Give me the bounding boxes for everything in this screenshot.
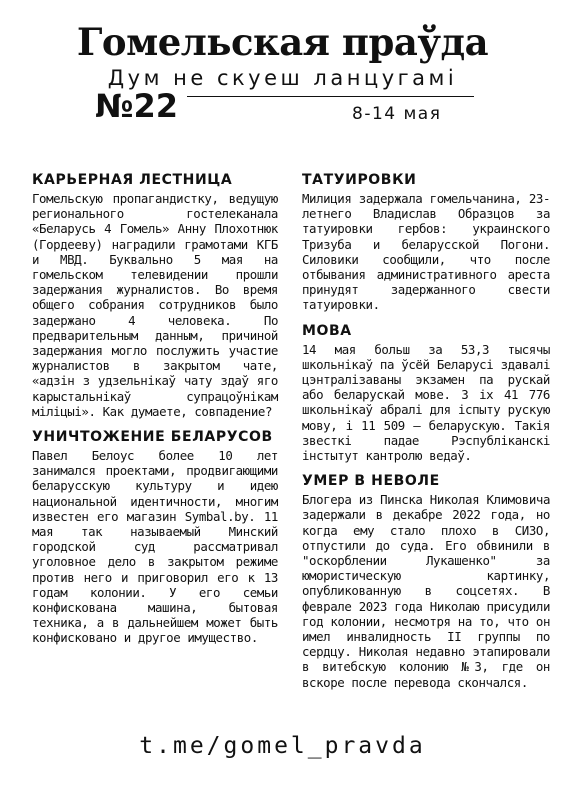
article-language [302,323,550,464]
article-died [302,473,550,690]
article-body: Блогера из Пинска Николая Климовича задержали в декабре 2022 года, но когда ему стало плохо в СИЗО, отпустили до суда. Его обвинили в "оскорблении Лукашенко" за юмористическую картинку, опубликованную в соцсетях. В феврале 2023 года Николаю присудили год колонии, несмотря на то, что он имел инвалидность II группы по сердцу. Николая недавно этапировали в витебскую колонию №3, где он вскоре после перевода скончался. [302,492,550,690]
article-body: Гомельскую пропагандистку, ведущую регионального гостелеканала «Беларусь 4 Гомель» Анну Плохотнюк (Гордееву) наградили грамотами КГБ и МВД. Буквально 5 мая на гомельском телевидении прошли задержания журналистов. Во время общего собрания сотрудников было задержано 4 человека. По предварительным данным, причиной задержания могло послужить участие журналистов в закрытом чате, «адзін з удзельнікаў чату здаў яго карыстальнікаў супрацоўнікам міліцыі». Как думаете, совпадение? [32,191,278,419]
article-title: МОВА [302,322,352,339]
article-title: УНИЧТОЖЕНИЕ БЕЛАРУСОВ [32,429,273,446]
article-destruction [32,429,278,646]
masthead-divider [187,96,474,97]
article-title: УМЕР В НЕВОЛЕ [302,473,440,490]
article-career [32,172,278,419]
issue-date: 8-14 мая [352,104,442,124]
article-body: 14 мая больш за 53,3 тысячы школьнікаў па ўсёй Беларусі здавалі цэнтралізаваны экзамен па рускай або беларускай мове. З іх 41 776 школьнікаў абралі для іспыту рускую мову, і 11 509 – беларускую. Такія звесткі падае Рэспубліканскі інстытут кантролю ведаў. [302,341,550,464]
article-title: КАРЬЕРНАЯ ЛЕСТНИЦА [32,172,233,188]
right-column [302,172,550,700]
article-body: Милиция задержала гомельчанина, 23-летнего Владислав Образцов за татуировки гербов: украинского Тризуба и беларусской Погони. Силовики сообщили, что после отбывания административного ареста принудят задержанного свести татуировки. [302,191,550,313]
newspaper-title: Гомельская праўда [76,20,489,64]
article-tattoos [302,172,550,313]
left-column [32,172,278,656]
issue-number: №22 [95,87,179,125]
article-title: ТАТУИРОВКИ [302,172,417,188]
newspaper-slogan: Дум не скуеш ланцугамі [107,66,458,90]
telegram-link[interactable]: t.me/gomel_pravda [139,733,426,759]
article-body: Павел Белоус более 10 лет занимался проектами, продвигающими беларусскую культуру и идею национальной идентичности, многим известен его магазин Symbal.by. 11 мая так называемый Минский городской суд рассматривал уголовное дело в закрытом режиме против него и приговорил его к 13 годам колонии. У его семьи конфискована машина, бытовая техника, а в дальнейшем может быть конфисковано и другое имущество. [32,448,278,646]
